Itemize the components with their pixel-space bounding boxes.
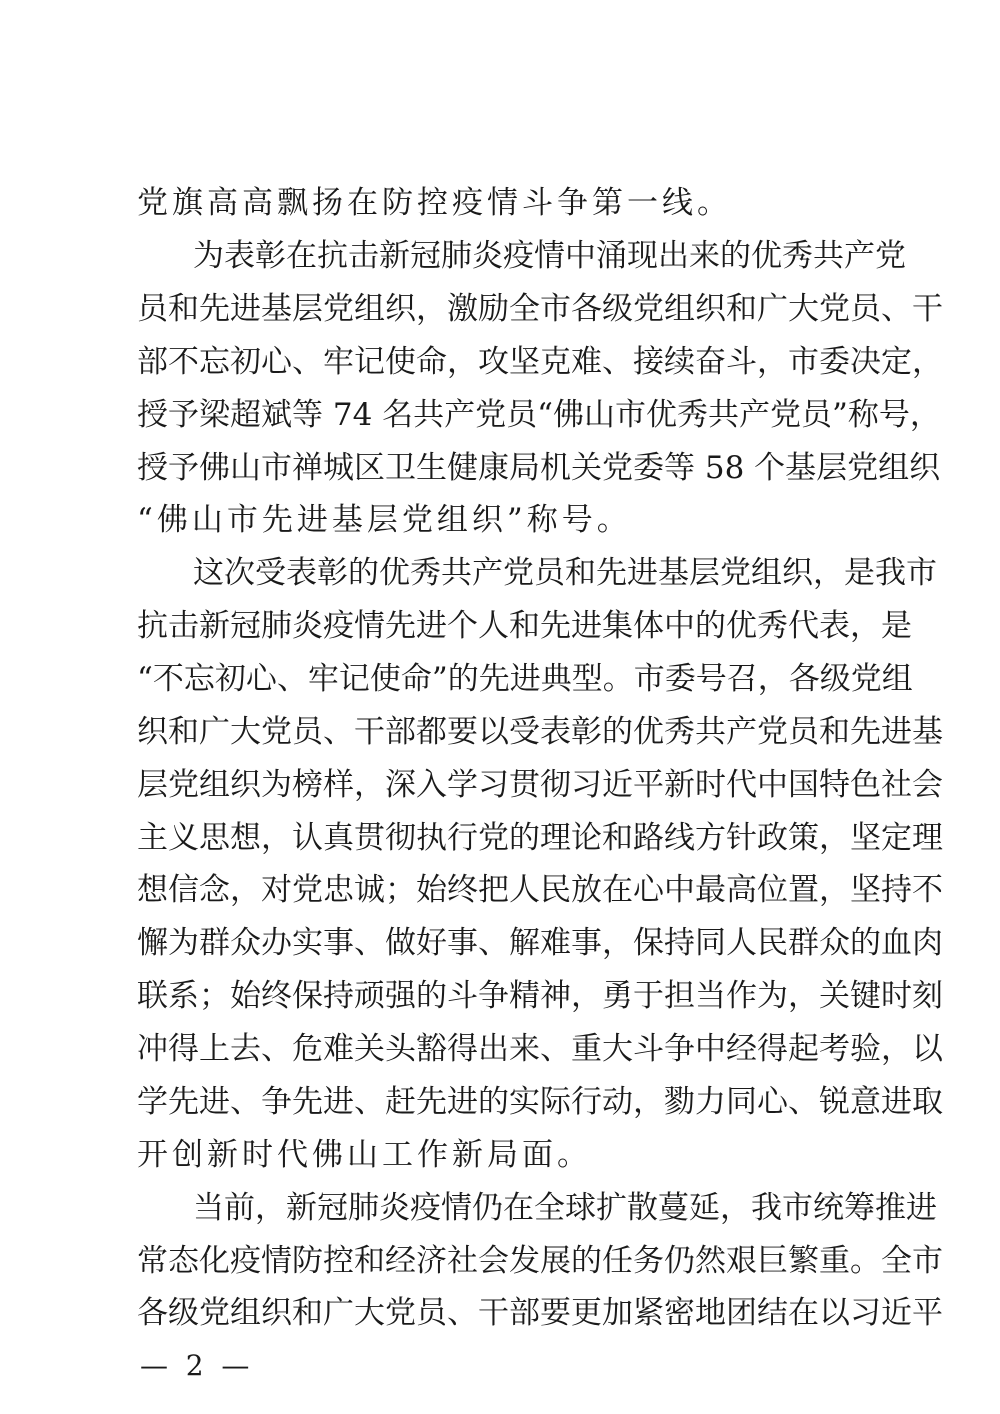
text-line-15: 懈为群众办实事、做好事、解难事，保持同人民群众的血肉 — [137, 925, 943, 961]
page-number: — 2 — — [140, 1349, 250, 1382]
text-line-21: 常态化疫情防控和经济社会发展的任务仍然艰巨繁重。全市 — [137, 1243, 943, 1279]
text-line-10: “不忘初心、牢记使命”的先进典型。市委号召，各级党组 — [137, 661, 913, 697]
text-line-16: 联系；始终保持顽强的斗争精神，勇于担当作为，关键时刻 — [137, 978, 943, 1014]
text-line-4: 部不忘初心、牢记使命，攻坚克难、接续奋斗，市委决定， — [137, 344, 943, 380]
text-line-18: 学先进、争先进、赶先进的实际行动，勠力同心、锐意进取 — [137, 1084, 943, 1120]
text-line-7: “佛山市先进基层党组织”称号。 — [137, 502, 632, 538]
text-line-17: 冲得上去、危难关头豁得出来、重大斗争中经得起考验，以 — [137, 1031, 943, 1067]
text-line-11: 织和广大党员、干部都要以受表彰的优秀共产党员和先进基 — [137, 714, 943, 750]
text-line-2: 为表彰在抗击新冠肺炎疫情中涌现出来的优秀共产党 — [193, 238, 906, 274]
text-line-19: 开创新时代佛山工作新局面。 — [137, 1137, 592, 1173]
text-line-3: 员和先进基层党组织，激励全市各级党组织和广大党员、干 — [137, 291, 943, 327]
text-line-13: 主义思想，认真贯彻执行党的理论和路线方针政策，坚定理 — [137, 820, 943, 856]
text-line-5: 授予梁超斌等 74 名共产党员“佛山市优秀共产党员”称号， — [137, 397, 941, 433]
text-line-14: 想信念，对党忠诚；始终把人民放在心中最高位置，坚持不 — [137, 872, 943, 908]
text-line-6: 授予佛山市禅城区卫生健康局机关党委等 58 个基层党组织 — [137, 450, 941, 486]
text-line-20: 当前，新冠肺炎疫情仍在全球扩散蔓延，我市统筹推进 — [193, 1190, 937, 1226]
text-line-12: 层党组织为榜样，深入学习贯彻习近平新时代中国特色社会 — [137, 767, 943, 803]
text-line-9: 抗击新冠肺炎疫情先进个人和先进集体中的优秀代表，是 — [137, 608, 912, 644]
text-line-8: 这次受表彰的优秀共产党员和先进基层党组织，是我市 — [193, 555, 937, 591]
text-line-22: 各级党组织和广大党员、干部要更加紧密地团结在以习近平 — [137, 1295, 943, 1331]
text-line-1: 党旗高高飘扬在防控疫情斗争第一线。 — [137, 185, 732, 221]
